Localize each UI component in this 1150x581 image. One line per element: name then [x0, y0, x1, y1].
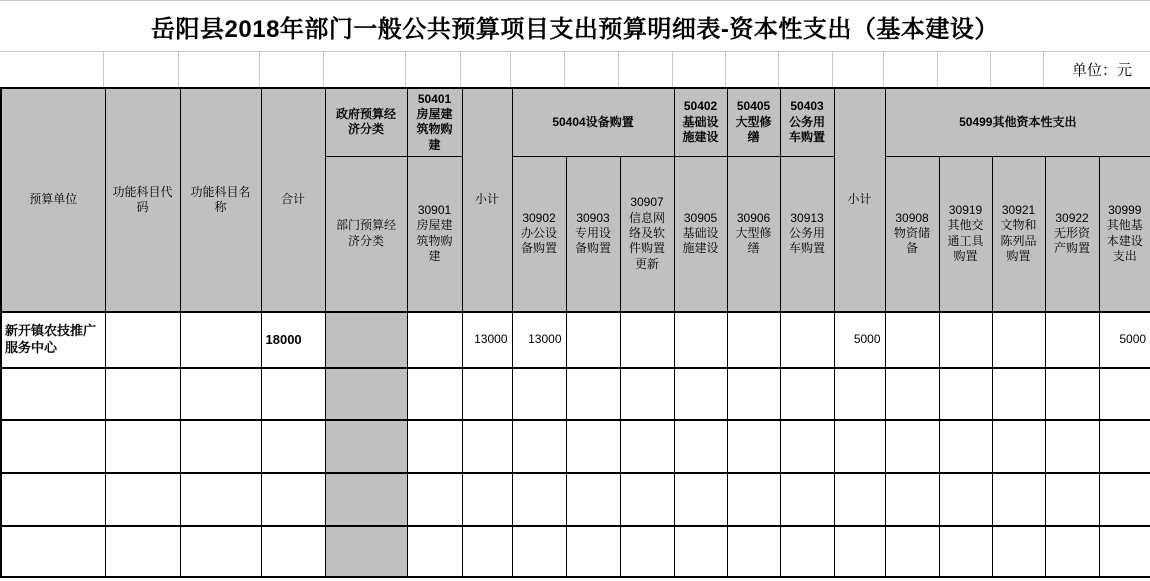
gridline-cell: [179, 52, 260, 87]
cell-total: [261, 526, 325, 577]
col-header-30999: 30999其他基本建设支出: [1099, 156, 1150, 312]
cell-total: [261, 420, 325, 473]
gridline-cell: [511, 52, 565, 87]
col-header-30908: 30908物资储备: [885, 156, 939, 312]
cell-function-code: [105, 312, 180, 368]
col-header-30902: 30902办公设备购置: [512, 156, 566, 312]
cell-30906: [727, 312, 780, 368]
cell-30906: [727, 526, 780, 577]
col-header-dept-econ-class: 部门预算经济分类: [325, 156, 407, 312]
unit-note-row: [0, 51, 1150, 87]
cell-30901: [407, 526, 462, 577]
cell-function-name: [180, 368, 261, 420]
col-header-30922: 30922无形资产购置: [1045, 156, 1099, 312]
cell-30908: [885, 526, 939, 577]
cell-30999: [1099, 420, 1150, 473]
col-header-total: 合计: [261, 88, 325, 312]
cell-30902: [512, 368, 566, 420]
cell-30913: [780, 312, 834, 368]
cell-function-code: [105, 420, 180, 473]
col-header-budget-unit: 预算单位: [1, 88, 105, 312]
cell-subtotal-1: [462, 473, 512, 526]
cell-30905: [674, 473, 727, 526]
cell-30921: [992, 312, 1045, 368]
cell-30907: [620, 420, 674, 473]
cell-30903: [566, 368, 620, 420]
col-header-30905: 30905基础设施建设: [674, 156, 727, 312]
cell-30919: [939, 312, 992, 368]
table-row-empty: [1, 526, 1150, 577]
cell-30901: [407, 473, 462, 526]
cell-30913: [780, 473, 834, 526]
cell-dept-econ-class: [325, 368, 407, 420]
gridline-cell: [991, 52, 1044, 87]
cell-30906: [727, 420, 780, 473]
cell-30922: [1045, 420, 1099, 473]
cell-30906: [727, 473, 780, 526]
unit-note: 单位：元: [1071, 62, 1132, 79]
cell-total: [261, 368, 325, 420]
gridline-cell: [779, 52, 833, 87]
col-header-30907: 30907信息网络及软件购置更新: [620, 156, 674, 312]
col-header-30903: 30903专用设备购置: [566, 156, 620, 312]
cell-30913: [780, 368, 834, 420]
cell-subtotal-2: [834, 526, 885, 577]
cell-30903: [566, 420, 620, 473]
cell-30902: [512, 526, 566, 577]
cell-30919: [939, 368, 992, 420]
table-row-empty: [1, 473, 1150, 526]
cell-30902: [512, 473, 566, 526]
cell-30905: [674, 312, 727, 368]
cell-30908: [885, 368, 939, 420]
cell-subtotal-2: [834, 473, 885, 526]
table-row-empty: [1, 368, 1150, 420]
col-header-50403: 50403公务用车购置: [780, 88, 834, 156]
cell-30999: [1099, 473, 1150, 526]
cell-30919: [939, 473, 992, 526]
gridline-cell: [833, 52, 884, 87]
cell-dept-econ-class: [325, 473, 407, 526]
cell-30999: [1099, 526, 1150, 577]
page-title: 岳阳县2018年部门一般公共预算项目支出预算明细表-资本性支出（基本建设）: [0, 0, 1150, 51]
col-header-subtotal-2: 小计: [834, 88, 885, 312]
cell-dept-econ-class: [325, 312, 407, 368]
cell-total: 18000: [261, 312, 325, 368]
cell-function-code: [105, 368, 180, 420]
cell-subtotal-1: [462, 526, 512, 577]
cell-30922: [1045, 473, 1099, 526]
budget-table: [0, 87, 1150, 578]
col-header-50402: 50402基础设施建设: [674, 88, 727, 156]
cell-30999: [1099, 368, 1150, 420]
gridline-cell: [324, 52, 406, 87]
cell-total: [261, 473, 325, 526]
cell-dept-econ-class: [325, 420, 407, 473]
cell-30903: [566, 526, 620, 577]
col-header-gov-econ-class: 政府预算经济分类: [325, 88, 407, 156]
gridline-cell: [0, 52, 104, 87]
gridline-cell: [260, 52, 324, 87]
cell-30907: [620, 368, 674, 420]
gridline-cell: [619, 52, 673, 87]
cell-30908: [885, 420, 939, 473]
cell-30921: [992, 526, 1045, 577]
cell-30921: [992, 473, 1045, 526]
cell-30902: 13000: [512, 312, 566, 368]
cell-30903: [566, 473, 620, 526]
col-header-50404: 50404设备购置: [512, 88, 674, 156]
gridline-cell: [884, 52, 938, 87]
gridline-cell: [726, 52, 779, 87]
col-header-function-code: 功能科目代码: [105, 88, 180, 312]
cell-subtotal-2: 5000: [834, 312, 885, 368]
cell-budget-unit: [1, 526, 105, 577]
cell-budget-unit: [1, 473, 105, 526]
gridline-cell: [938, 52, 991, 87]
col-header-function-name: 功能科目名称: [180, 88, 261, 312]
cell-30901: [407, 312, 462, 368]
cell-30922: [1045, 526, 1099, 577]
gridline-cell: [461, 52, 511, 87]
col-header-50401: 50401房屋建筑物购建: [407, 88, 462, 156]
gridline-cell: [104, 52, 179, 87]
col-header-subtotal-1: 小计: [462, 88, 512, 312]
cell-30905: [674, 368, 727, 420]
cell-30921: [992, 420, 1045, 473]
cell-30907: [620, 312, 674, 368]
gridline-cell: [565, 52, 619, 87]
cell-function-name: [180, 420, 261, 473]
cell-30903: [566, 312, 620, 368]
cell-function-name: [180, 312, 261, 368]
cell-subtotal-2: [834, 368, 885, 420]
cell-30908: [885, 312, 939, 368]
cell-30922: [1045, 368, 1099, 420]
col-header-50405: 50405大型修缮: [727, 88, 780, 156]
cell-30919: [939, 526, 992, 577]
table-row-empty: [1, 420, 1150, 473]
col-header-50499: 50499其他资本性支出: [885, 88, 1150, 156]
cell-30907: [620, 526, 674, 577]
cell-budget-unit: 新开镇农技推广服务中心: [1, 312, 105, 368]
cell-budget-unit: [1, 420, 105, 473]
gridline-cell: [406, 52, 461, 87]
cell-30999: 5000: [1099, 312, 1150, 368]
cell-function-name: [180, 526, 261, 577]
cell-function-code: [105, 526, 180, 577]
col-header-30901: 30901房屋建筑物购建: [407, 156, 462, 312]
cell-30901: [407, 420, 462, 473]
table-row: [1, 312, 1150, 368]
cell-30913: [780, 420, 834, 473]
cell-30905: [674, 526, 727, 577]
cell-subtotal-1: [462, 420, 512, 473]
cell-30901: [407, 368, 462, 420]
cell-30908: [885, 473, 939, 526]
cell-budget-unit: [1, 368, 105, 420]
cell-30922: [1045, 312, 1099, 368]
cell-dept-econ-class: [325, 526, 407, 577]
cell-subtotal-2: [834, 420, 885, 473]
cell-30905: [674, 420, 727, 473]
cell-subtotal-1: [462, 368, 512, 420]
cell-30906: [727, 368, 780, 420]
cell-30913: [780, 526, 834, 577]
cell-30919: [939, 420, 992, 473]
col-header-30921: 30921文物和陈列品购置: [992, 156, 1045, 312]
gridline-cell: [673, 52, 726, 87]
cell-subtotal-1: 13000: [462, 312, 512, 368]
col-header-30906: 30906大型修缮: [727, 156, 780, 312]
cell-30921: [992, 368, 1045, 420]
cell-function-name: [180, 473, 261, 526]
col-header-30913: 30913公务用车购置: [780, 156, 834, 312]
cell-30907: [620, 473, 674, 526]
cell-30902: [512, 420, 566, 473]
cell-function-code: [105, 473, 180, 526]
col-header-30919: 30919其他交通工具购置: [939, 156, 992, 312]
